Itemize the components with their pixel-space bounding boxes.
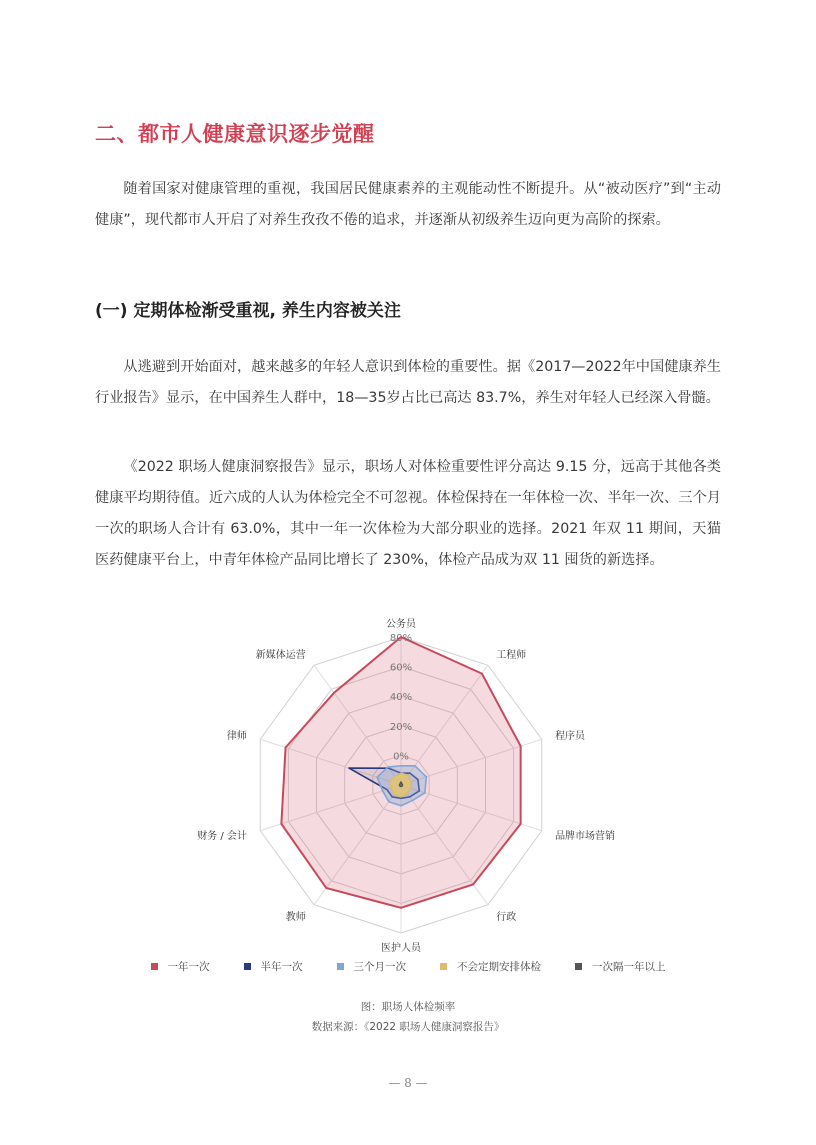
radar-category-label: 医护人员 — [381, 943, 421, 954]
legend-swatch — [151, 963, 158, 970]
legend-swatch — [337, 963, 344, 970]
paragraph-1: 从逃避到开始面对，越来越多的年轻人意识到体检的重要性。据《2017—2022年中国健康养生行业报告》显示，在中国养生人群中，18—35岁占比已高达 83.7%，养生对年轻人已经深入骨髓。 — [95, 359, 721, 406]
figure-source: 数据来源：《2022 职场人健康洞察报告》 — [311, 1021, 505, 1033]
intro-paragraph: 随着国家对健康管理的重视，我国居民健康素养的主观能动性不断提升。从“被动医疗”到“主动健康”，现代都市人开启了对养生孜孜不倦的追求，并逐渐从初级养生迈向更为高阶的探索。 — [95, 181, 721, 228]
radar-tick-label: 60% — [389, 662, 413, 674]
legend-item — [440, 959, 541, 974]
subsection-title: (一) 定期体检渐受重视, 养生内容被关注 — [95, 301, 401, 321]
legend-label: 不会定期安排体检 — [457, 961, 541, 973]
radar-series — [281, 637, 520, 908]
page-number: — 8 — — [388, 1076, 428, 1090]
radar-category-label: 财务 / 会计 — [197, 831, 247, 843]
radar-category-label: 新媒体运营 — [255, 649, 306, 661]
radar-tick-label: 40% — [389, 692, 413, 704]
radar-tick-label: 0% — [393, 751, 409, 763]
figure-caption: 图：职场人体检频率 — [360, 1001, 456, 1013]
legend-item — [244, 959, 303, 974]
radar-tick-label: 20% — [389, 721, 413, 733]
radar-category-label: 律师 — [226, 730, 247, 742]
legend-item — [151, 959, 210, 974]
legend-label: 一次隔一年以上 — [592, 961, 666, 973]
radar-category-label: 教师 — [285, 912, 306, 924]
radar-tick-label: 80% — [389, 633, 413, 644]
paragraph-2: 《2022 职场人健康洞察报告》显示，职场人对体检重要性评分高达 9.15 分，远高于其他各类健康平均期待值。近六成的人认为体检完全不可忽视。体检保持在一年体检一次、半年一次、三个月一次的职场人合计有 63.0%，其中一年一次体检为大部分职业的选择。2021 年双 11 期间，天猫医药健康平台上，中青年体检产品同比增长了 230%，体检产品成为双 11 囤货的新选择。 — [95, 459, 721, 568]
legend-item — [575, 959, 666, 974]
radar-category-label: 工程师 — [496, 649, 527, 661]
chart-legend — [0, 959, 816, 974]
legend-swatch — [244, 963, 251, 970]
legend-label: 三个月一次 — [353, 961, 406, 973]
radar-chart — [0, 619, 816, 955]
legend-swatch — [440, 963, 447, 970]
legend-swatch — [575, 963, 582, 970]
radar-category-label: 行政 — [496, 912, 517, 924]
legend-label: 一年一次 — [167, 961, 210, 973]
radar-series-5 — [400, 782, 403, 786]
legend-item — [337, 959, 407, 974]
legend-label: 半年一次 — [260, 961, 303, 973]
radar-category-label: 品牌市场营销 — [555, 831, 616, 843]
radar-category-label: 程序员 — [555, 730, 586, 742]
radar-category-label: 公务员 — [386, 619, 416, 630]
section-title: 二、都市人健康意识逐步觉醒 — [95, 122, 375, 146]
